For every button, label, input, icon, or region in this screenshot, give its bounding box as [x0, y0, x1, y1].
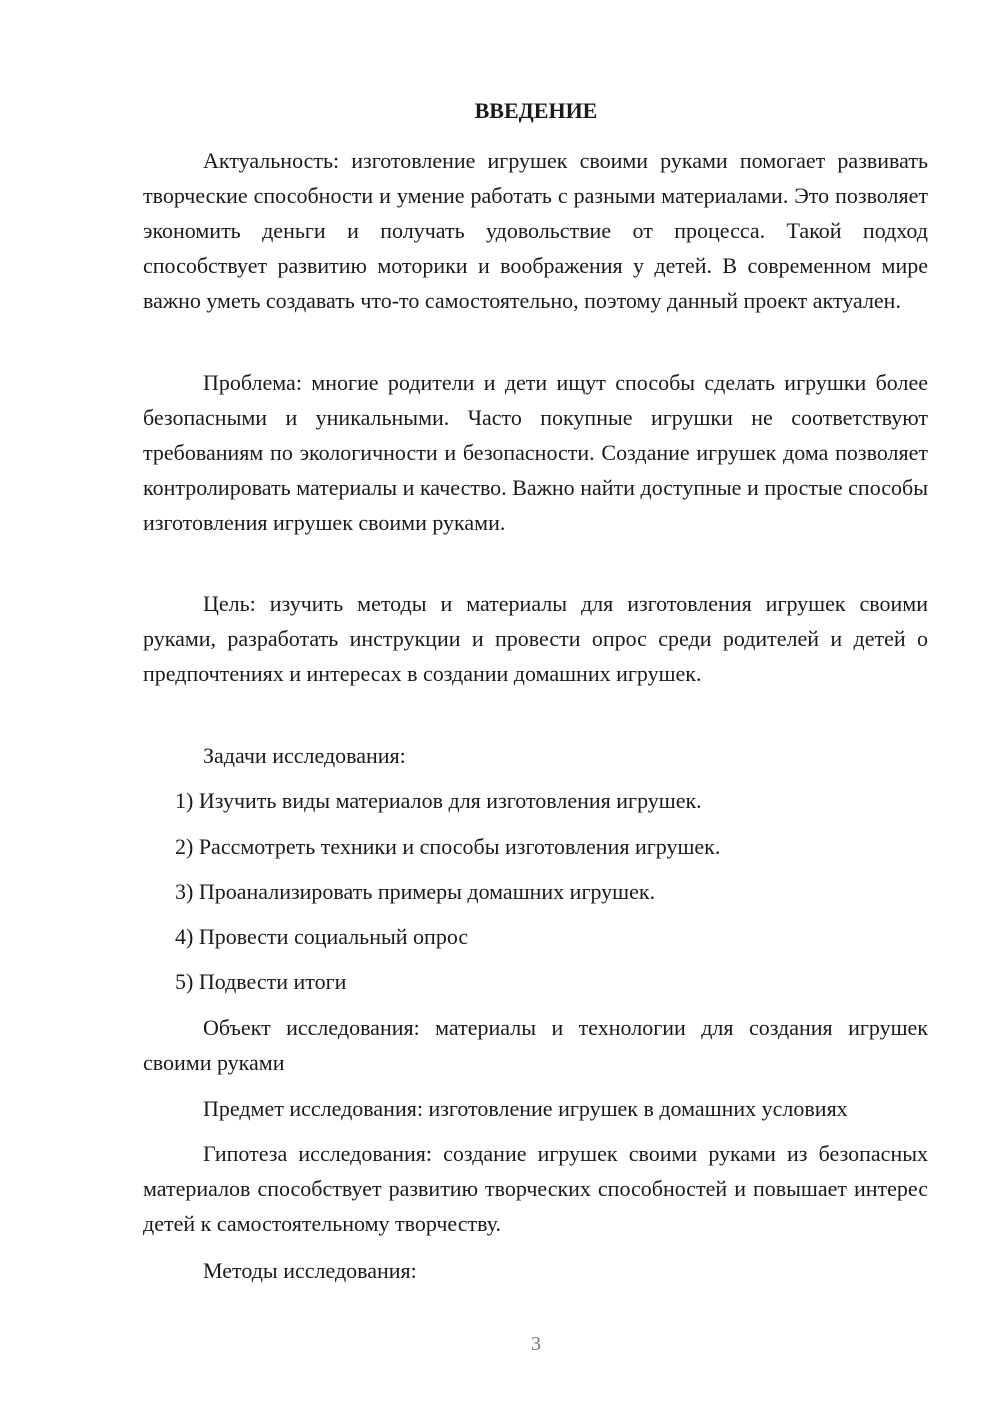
page-title: ВВЕДЕНИЕ: [474, 98, 598, 123]
subject-paragraph: Предмет исследования: изготовление игрушек в домашних условиях: [203, 1096, 848, 1121]
object-paragraph: Объект исследования: материалы и технологии для создания игрушек своими руками: [143, 1015, 928, 1075]
task-item-5: 5) Подвести итоги: [175, 969, 347, 994]
task-item-4: 4) Провести социальный опрос: [175, 924, 469, 949]
page-number: 3: [531, 1333, 541, 1355]
methods-title: Методы исследования:: [203, 1258, 417, 1283]
task-item-1: 1) Изучить виды материалов для изготовления игрушек.: [175, 788, 702, 813]
relevance-paragraph: Актуальность: изготовление игрушек своими руками помогает развивать творческие способности и умение работать с разными материалами. Это позволяет экономить деньги и получать удовольствие от процесса. Такой подход способствует развитию моторики и воображения у детей. В современном мире важно уметь создавать что-то самостоятельно, поэтому данный проект актуален.: [143, 148, 928, 313]
tasks-title: Задачи исследования:: [203, 743, 406, 768]
task-item-2: 2) Рассмотреть техники и способы изготовления игрушек.: [175, 834, 721, 859]
task-item-3: 3) Проанализировать примеры домашних игрушек.: [175, 879, 656, 904]
goal-paragraph: Цель: изучить методы и материалы для изготовления игрушек своими руками, разработать инструкции и провести опрос среди родителей и детей о предпочтениях и интересах в создании домашних игрушек.: [143, 591, 928, 686]
problem-paragraph: Проблема: многие родители и дети ищут способы сделать игрушки более безопасными и уникальными. Часто покупные игрушки не соответствуют требованиям по экологичности и безопасности. Создание игрушек дома позволяет контролировать материалы и качество. Важно найти доступные и простые способы изготовления игрушек своими руками.: [143, 370, 928, 535]
hypothesis-paragraph: Гипотеза исследования: создание игрушек своими руками из безопасных материалов способствует развитию творческих способностей и повышает интерес детей к самостоятельному творчеству.: [143, 1141, 928, 1236]
